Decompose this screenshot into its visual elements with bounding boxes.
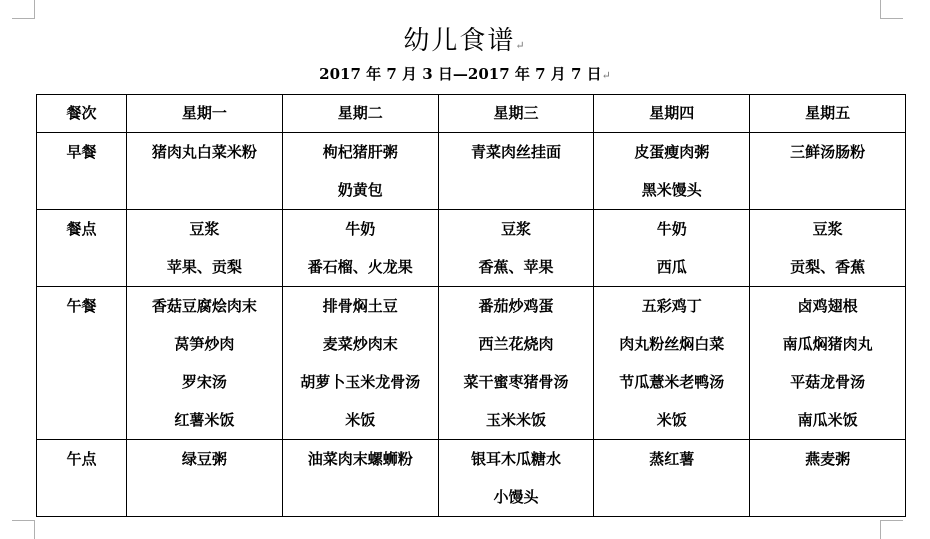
menu-cell-thursday [594, 440, 750, 517]
dish-item: 米饭 [656, 411, 687, 429]
dish-item: 玉米米饭 [485, 411, 546, 429]
dish-item: 番茄炒鸡蛋 [478, 297, 554, 315]
menu-cell-wednesday [438, 287, 594, 440]
header-cell-friday: 星期五 [750, 95, 906, 133]
dish-item: 米饭 [345, 411, 376, 429]
menu-cell-wednesday [438, 210, 594, 287]
paragraph-mark-icon: ↵ [601, 69, 611, 82]
dish-item: 南瓜焖猪肉丸 [782, 335, 873, 353]
menu-cell-tuesday [282, 287, 438, 440]
header-cell-meal: 餐次 [37, 95, 127, 133]
menu-cell-wednesday [438, 440, 594, 517]
page-corner-bottom-left [12, 520, 35, 539]
menu-cell-wednesday [438, 133, 594, 210]
dish-item: 绿豆粥 [181, 450, 227, 468]
dish-item: 番石榴、火龙果 [307, 258, 413, 276]
dish-item: 蒸红薯 [649, 450, 695, 468]
table-row [37, 287, 906, 440]
dish-item: 胡萝卜玉米龙骨汤 [300, 373, 421, 391]
dish-item: 枸杞猪肝粥 [322, 143, 398, 161]
menu-cell-monday [127, 210, 283, 287]
header-cell-tuesday: 星期二 [282, 95, 438, 133]
dish-item: 罗宋汤 [181, 373, 227, 391]
dish-item: 燕麦粥 [805, 450, 851, 468]
dish-item: 西兰花烧肉 [478, 335, 554, 353]
dish-item: 豆浆 [812, 220, 843, 238]
header-cell-wednesday: 星期三 [438, 95, 594, 133]
header-cell-monday: 星期一 [127, 95, 283, 133]
menu-cell-monday [127, 287, 283, 440]
meal-label: 午点 [66, 450, 97, 468]
menu-cell-friday [750, 440, 906, 517]
menu-cell-thursday [594, 133, 750, 210]
dish-item: 麦菜炒肉末 [322, 335, 398, 353]
menu-cell-tuesday [282, 440, 438, 517]
dish-item: 菜干蜜枣猪骨汤 [463, 373, 569, 391]
table-row [37, 210, 906, 287]
dish-item: 豆浆 [500, 220, 531, 238]
dish-item: 香菇豆腐烩肉末 [151, 297, 257, 315]
page-corner-top-right [880, 0, 903, 19]
dish-item: 贡梨、香蕉 [790, 258, 866, 276]
meal-label-cell [37, 133, 127, 210]
meal-label: 早餐 [66, 143, 97, 161]
dish-item: 奶黄包 [337, 181, 383, 199]
dish-item: 苹果、贡梨 [166, 258, 242, 276]
dish-item: 猪肉丸白菜米粉 [151, 143, 257, 161]
dish-item: 莴笋炒肉 [174, 335, 235, 353]
menu-cell-thursday [594, 210, 750, 287]
meal-label-cell [37, 440, 127, 517]
dish-item: 皮蛋瘦肉粥 [634, 143, 710, 161]
meal-label: 餐点 [66, 220, 97, 238]
table-row [37, 440, 906, 517]
table-header-row [37, 95, 906, 133]
dish-item: 南瓜米饭 [797, 411, 858, 429]
menu-cell-monday [127, 440, 283, 517]
dish-item: 银耳木瓜糖水 [470, 450, 561, 468]
dish-item: 节瓜薏米老鸭汤 [619, 373, 725, 391]
dish-item: 香蕉、苹果 [478, 258, 554, 276]
menu-cell-friday [750, 133, 906, 210]
page-corner-top-left [12, 0, 35, 19]
dish-item: 青菜肉丝挂面 [470, 143, 561, 161]
menu-table [36, 94, 906, 517]
dish-item: 西瓜 [656, 258, 687, 276]
dish-item: 油菜肉末螺蛳粉 [307, 450, 413, 468]
dish-item: 小馒头 [493, 488, 539, 506]
menu-cell-thursday [594, 287, 750, 440]
dish-item: 排骨焖土豆 [322, 297, 398, 315]
dish-item: 豆浆 [189, 220, 220, 238]
menu-cell-friday [750, 287, 906, 440]
menu-cell-tuesday [282, 210, 438, 287]
document-title-text: 幼儿食谱 [403, 26, 516, 56]
dish-item: 红薯米饭 [174, 411, 235, 429]
menu-cell-monday [127, 133, 283, 210]
date-range-text: 2017 年 7 月 3 日—2017 年 7 月 7 日 [319, 65, 602, 83]
page-corner-bottom-right [880, 520, 903, 539]
document-title [0, 20, 930, 57]
dish-item: 黑米馒头 [641, 181, 702, 199]
menu-table-body [37, 133, 906, 517]
dish-item: 三鲜汤肠粉 [790, 143, 866, 161]
paragraph-mark-icon: ↵ [515, 39, 527, 52]
dish-item: 五彩鸡丁 [641, 297, 702, 315]
dish-item: 肉丸粉丝焖白菜 [619, 335, 725, 353]
table-row [37, 133, 906, 210]
dish-item: 牛奶 [656, 220, 687, 238]
meal-label-cell [37, 210, 127, 287]
dish-item: 卤鸡翅根 [797, 297, 858, 315]
meal-label: 午餐 [66, 297, 97, 315]
menu-cell-tuesday [282, 133, 438, 210]
meal-label-cell [37, 287, 127, 440]
menu-cell-friday [750, 210, 906, 287]
dish-item: 平菇龙骨汤 [790, 373, 866, 391]
header-cell-thursday: 星期四 [594, 95, 750, 133]
date-range [0, 63, 930, 84]
dish-item: 牛奶 [345, 220, 376, 238]
